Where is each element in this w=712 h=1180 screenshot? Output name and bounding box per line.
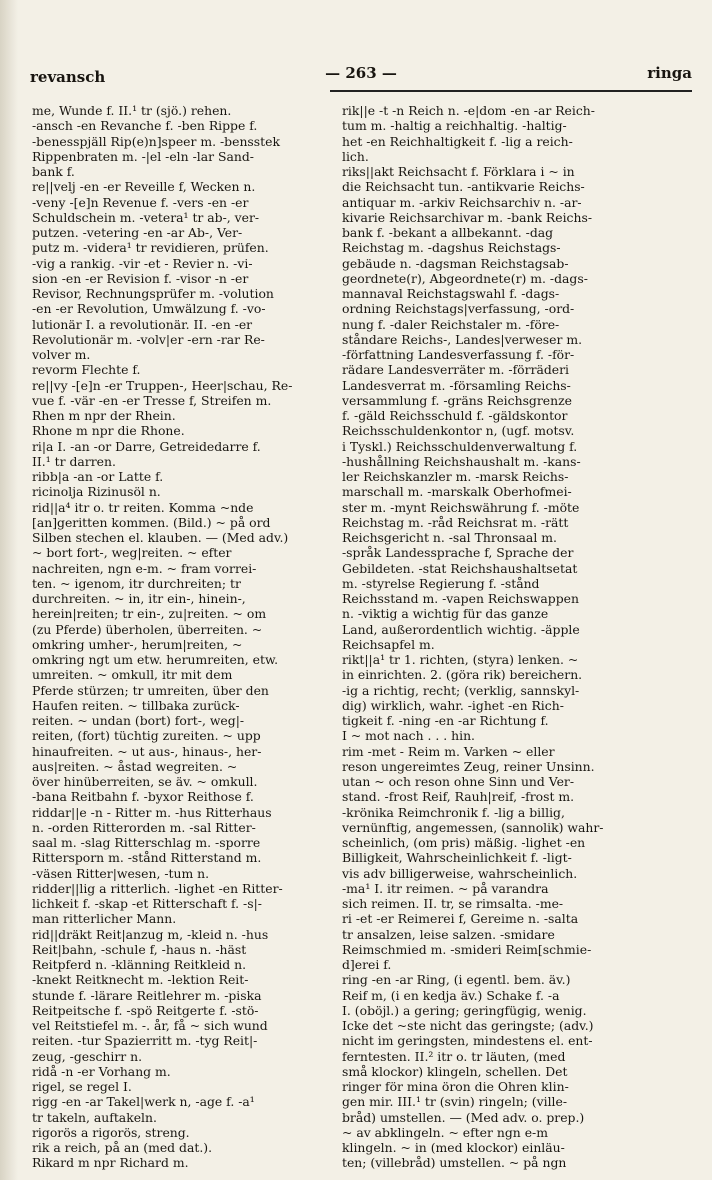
dictionary-line: -ansch -en Revanche f. -ben Rippe f. xyxy=(32,118,258,134)
dictionary-line: Gebildeten. -stat Reichshaushaltsetat xyxy=(342,560,578,576)
dictionary-line: Reichsstand m. -vapen Reichswappen xyxy=(342,591,579,606)
dictionary-line: vel Reitstiefel m. -. år, få ~ sich wund xyxy=(32,1018,268,1033)
dictionary-line: ten; (villebråd) umstellen. ~ på ngn xyxy=(342,1155,567,1171)
dictionary-line: bråd) umstellen. — (Med adv. o. prep.) xyxy=(342,1109,585,1125)
dictionary-line: utan ~ och reson ohne Sinn und Ver- xyxy=(342,774,575,789)
header-right-guide-word: ringa xyxy=(647,64,692,82)
dictionary-line: -veny -[e]n Revenue f. -vers -en -er xyxy=(32,194,249,210)
dictionary-line: stunde f. -lärare Reitlehrer m. -piska xyxy=(32,987,262,1003)
dictionary-line: -bana Reitbahn f. -byxor Reithose f. xyxy=(32,789,254,805)
dictionary-line: ridå -n -er Vorhang m. xyxy=(32,1063,171,1079)
dictionary-line: volver m. xyxy=(32,347,91,362)
dictionary-line: omkring ngt um etw. herumreiten, etw. xyxy=(32,652,279,667)
dictionary-line: in einrichten. 2. (göra rik) bereichern. xyxy=(342,667,583,683)
dictionary-line: -ma¹ I. itr reimen. ~ på varandra xyxy=(342,880,549,896)
dictionary-line: Icke det ~ste nicht das geringste; (adv.) xyxy=(342,1018,594,1033)
dictionary-line: -väsen Ritter|wesen, -tum n. xyxy=(32,865,210,881)
dictionary-line: stand. -frost Reif, Rauh|reif, -frost m. xyxy=(342,789,575,805)
dictionary-line: rädare Landesverräter m. -förräderi xyxy=(342,362,570,378)
dictionary-line: ringer för mina öron die Ohren klin- xyxy=(342,1079,569,1094)
dictionary-line: små klockor) klingeln, schellen. Det xyxy=(342,1063,568,1079)
dictionary-line: II.¹ tr darren. xyxy=(32,453,116,469)
dictionary-line: Silben stechen el. klauben. — (Med adv.) xyxy=(32,530,289,545)
dictionary-line: ridder||lig a ritterlich. -lighet -en Ritter- xyxy=(32,880,283,896)
dictionary-line: rigg -en -ar Takel|werk n, -age f. -a¹ xyxy=(32,1094,255,1110)
dictionary-line: tr takeln, auftakeln. xyxy=(32,1109,157,1125)
dictionary-line: I ~ mot nach . . . hin. xyxy=(342,728,475,744)
dictionary-line: vernünftig, angemessen, (sannolik) wahr- xyxy=(342,819,604,835)
dictionary-line: aus|reiten. ~ åstad wegreiten. ~ xyxy=(32,758,238,774)
dictionary-line: klingeln. ~ in (med klockor) einläu- xyxy=(342,1140,565,1155)
dictionary-line: ribb|a -an -or Latte f. xyxy=(32,469,164,484)
dictionary-line: ten. ~ igenom, itr durchreiten; tr xyxy=(32,575,241,591)
dictionary-line: ricinolja Rizinusöl n. xyxy=(32,484,161,500)
dictionary-line: marschall m. -marskalk Oberhofmei- xyxy=(342,484,572,500)
dictionary-line: [an]geritten kommen. (Bild.) ~ på ord xyxy=(32,514,271,530)
dictionary-line: Landesverrat m. -församling Reichs- xyxy=(342,377,571,393)
dictionary-line: lichkeit f. -skap -et Ritterschaft f. -s|- xyxy=(32,896,262,911)
dictionary-line: me, Wunde f. II.¹ tr (sjö.) rehen. xyxy=(32,103,232,118)
dictionary-line: lich. xyxy=(342,148,369,164)
dictionary-line: Reitpeitsche f. -spö Reitgerte f. -stö- xyxy=(32,1002,259,1018)
dictionary-line: vue f. -vär -en -er Tresse f, Streifen m. xyxy=(32,392,272,408)
dictionary-line: gebäude n. -dagsman Reichstagsab- xyxy=(342,255,569,271)
dictionary-line: sich reimen. II. tr, se rimsalta. -me- xyxy=(342,896,564,911)
dictionary-line: -benesspjäll Rip(e)n]speer m. -bensstek xyxy=(32,133,280,149)
dictionary-line: Reichsgericht n. -sal Thronsaal m. xyxy=(342,530,557,545)
dictionary-line: saal m. -slag Ritterschlag m. -sporre xyxy=(32,835,261,850)
dictionary-line: i Tyskl.) Reichsschuldenverwaltung f. xyxy=(342,438,578,454)
dictionary-line: scheinlich, (om pris) mäßig. -lighet -en xyxy=(342,835,586,850)
dictionary-line: -en -er Revolution, Umwälzung f. -vo- xyxy=(32,301,266,317)
dictionary-line: Reichstag m. -dagshus Reichstags- xyxy=(342,240,561,256)
dictionary-line: revorm Flechte f. xyxy=(32,362,141,378)
dictionary-line: reiten, (fort) tüchtig zureiten. ~ upp xyxy=(32,728,261,744)
dictionary-line: ri -et -er Reimerei f, Gereime n. -salta xyxy=(342,911,579,927)
dictionary-line: ~ bort fort-, weg|reiten. ~ efter xyxy=(32,545,232,561)
dictionary-line: Reichsschuldenkontor n, (ugf. motsv. xyxy=(342,423,575,439)
dictionary-line: rigorös a rigorös, streng. xyxy=(32,1124,190,1140)
dictionary-line: ler Reichskanzler m. -marsk Reichs- xyxy=(342,469,569,484)
dictionary-line: I. (oböjl.) a gering; geringfügig, wenig. xyxy=(342,1002,587,1018)
dictionary-line: över hinüberreiten, se äv. ~ omkull. xyxy=(32,774,258,789)
dictionary-line: riddar||e -n - Ritter m. -hus Ritterhaus xyxy=(32,804,272,820)
dictionary-line: re||velj -en -er Reveille f, Wecken n. xyxy=(32,179,256,195)
dictionary-line: die Reichsacht tun. -antikvarie Reichs- xyxy=(342,179,585,195)
dictionary-line: putzen. -vetering -en -ar Ab-, Ver- xyxy=(32,225,243,240)
dictionary-line: m. -styrelse Regierung f. -stånd xyxy=(342,575,540,591)
dictionary-line: rid||dräkt Reit|anzug m, -kleid n. -hus xyxy=(32,926,269,942)
dictionary-line: Schuldschein m. -vetera¹ tr ab-, ver- xyxy=(32,209,260,225)
dictionary-line: tr ansalzen, leise salzen. -smidare xyxy=(342,926,555,942)
dictionary-line: -krönika Reimchronik f. -lig a billig, xyxy=(342,804,565,820)
dictionary-line: n. -orden Ritterorden m. -sal Ritter- xyxy=(32,819,256,835)
dictionary-line: Reimschmied m. -smideri Reim[schmie- xyxy=(342,941,592,957)
dictionary-line: gen mir. III.¹ tr (svin) ringeln; (ville- xyxy=(342,1094,568,1110)
left-column xyxy=(32,103,322,1171)
dictionary-line: reiten. ~ undan (bort) fort-, weg|- xyxy=(32,713,245,728)
dictionary-line: Rippenbraten m. -|el -eln -lar Sand- xyxy=(32,148,254,164)
dictionary-line: -hushållning Reichshaushalt m. -kans- xyxy=(342,453,581,469)
dictionary-line: dig) wirklich, wahr. -ighet -en Rich- xyxy=(342,697,564,713)
dictionary-line: -knekt Reitknecht m. -lektion Reit- xyxy=(32,972,249,988)
dictionary-line: ~ av abklingeln. ~ efter ngn e-m xyxy=(342,1124,548,1140)
dictionary-line: geordnete(r), Abgeordnete(r) m. -dags- xyxy=(342,270,588,286)
dictionary-line: rid||a⁴ itr o. tr reiten. Komma ~nde xyxy=(32,499,254,515)
page-binding-edge xyxy=(0,0,18,1180)
dictionary-line: ri|a I. -an -or Darre, Getreidedarre f. xyxy=(32,438,261,454)
dictionary-line: umreiten. ~ omkull, itr mit dem xyxy=(32,667,233,683)
dictionary-line: Reitpferd n. -klänning Reitkleid n. xyxy=(32,957,247,972)
header-rule xyxy=(330,90,692,92)
dictionary-line: reiten. -tur Spazierritt m. -tyg Reit|- xyxy=(32,1033,258,1049)
dictionary-line: herein|reiten; tr ein-, zu|reiten. ~ om xyxy=(32,606,267,622)
dictionary-line: man ritterlicher Mann. xyxy=(32,911,177,927)
header-left-guide-word: revansch xyxy=(30,68,106,86)
dictionary-line: -vig a rankig. -vir -et - Revier n. -vi- xyxy=(32,255,253,271)
dictionary-line: Rhone m npr die Rhone. xyxy=(32,423,185,439)
dictionary-line: tigkeit f. -ning -en -ar Richtung f. xyxy=(342,713,549,728)
dictionary-line: Rhen m npr der Rhein. xyxy=(32,408,176,423)
dictionary-line: n. -viktig a wichtig für das ganze xyxy=(342,606,549,622)
dictionary-line: Rikard m npr Richard m. xyxy=(32,1155,189,1171)
page-header xyxy=(30,62,692,88)
dictionary-line: -författning Landesverfassung f. -för- xyxy=(342,347,575,362)
dictionary-line: nicht im geringsten, mindestens el. ent- xyxy=(342,1033,593,1049)
dictionary-line: rigel, se regel I. xyxy=(32,1079,132,1094)
dictionary-line: rik||e -t -n Reich n. -e|dom -en -ar Reich- xyxy=(342,103,595,118)
dictionary-line: ring -en -ar Ring, (i egentl. bem. äv.) xyxy=(342,972,571,988)
dictionary-line: -språk Landessprache f, Sprache der xyxy=(342,545,574,561)
dictionary-line: hinaufreiten. ~ ut aus-, hinaus-, her- xyxy=(32,743,262,759)
dictionary-line: Land, außerordentlich wichtig. -äpple xyxy=(342,621,580,637)
dictionary-line: rim -met - Reim m. Varken ~ eller xyxy=(342,743,555,759)
dictionary-line: zeug, -geschirr n. xyxy=(32,1048,143,1064)
dictionary-line: bank f. xyxy=(32,164,75,179)
dictionary-line: rikt||a¹ tr 1. richten, (styra) lenken. ~ xyxy=(342,652,579,667)
dictionary-line: lutionär I. a revolutionär. II. -en -er xyxy=(32,316,253,332)
dictionary-line: putz m. -videra¹ tr revidieren, prüfen. xyxy=(32,240,269,256)
dictionary-line: Pferde stürzen; tr umreiten, über den xyxy=(32,682,269,698)
dictionary-line: kivarie Reichsarchivar m. -bank Reichs- xyxy=(342,209,593,225)
dictionary-line: re||vy -[e]n -er Truppen-, Heer|schau, Re- xyxy=(32,377,293,393)
dictionary-line: mannaval Reichstagswahl f. -dags- xyxy=(342,286,560,301)
dictionary-line: Rittersporn m. -stånd Ritterstand m. xyxy=(32,850,262,866)
dictionary-line: Revolutionär m. -volv|er -ern -rar Re- xyxy=(32,331,265,347)
dictionary-line: Reit|bahn, -schule f, -haus n. -häst xyxy=(32,941,247,957)
right-column xyxy=(342,103,686,1171)
dictionary-line: nung f. -daler Reichstaler m. -före- xyxy=(342,316,560,332)
dictionary-line: Reichsapfel m. xyxy=(342,636,435,652)
dictionary-line: rik a reich, på an (med dat.). xyxy=(32,1140,213,1155)
dictionary-line: (zu Pferde) überholen, überreiten. ~ xyxy=(32,621,263,637)
dictionary-line: antiquar m. -arkiv Reichsarchiv n. -ar- xyxy=(342,194,582,210)
dictionary-line: ordning Reichstags|verfassung, -ord- xyxy=(342,301,575,317)
page-number: — 263 — xyxy=(325,64,397,82)
dictionary-line: het -en Reichhaltigkeit f. -lig a reich- xyxy=(342,133,573,149)
dictionary-line: -ig a richtig, recht; (verklig, sannskyl- xyxy=(342,682,580,698)
dictionary-line: reson ungereimtes Zeug, reiner Unsinn. xyxy=(342,758,595,774)
dictionary-line: Reif m, (i en kedja äv.) Schake f. -a xyxy=(342,987,560,1003)
dictionary-line: sion -en -er Revision f. -visor -n -er xyxy=(32,270,249,286)
dictionary-line: nachreiten, ngn e-m. ~ fram vorrei- xyxy=(32,560,257,576)
dictionary-line: ferntesten. II.² itr o. tr läuten, (med xyxy=(342,1048,566,1064)
dictionary-line: Reichstag m. -råd Reichsrat m. -rätt xyxy=(342,514,569,530)
dictionary-line: durchreiten. ~ in, itr ein-, hinein-, xyxy=(32,591,246,606)
dictionary-line: Haufen reiten. ~ tillbaka zurück- xyxy=(32,697,240,713)
dictionary-line: vis adv billigerweise, wahrscheinlich. xyxy=(342,865,578,881)
dictionary-line: Billigkeit, Wahrscheinlichkeit f. -ligt- xyxy=(342,850,572,866)
dictionary-line: f. -gäld Reichsschuld f. -gäldskontor xyxy=(342,408,568,423)
dictionary-line: versammlung f. -gräns Reichsgrenze xyxy=(342,392,572,408)
dictionary-line: tum m. -haltig a reichhaltig. -haltig- xyxy=(342,118,567,134)
dictionary-line: ster m. -mynt Reichswährung f. -möte xyxy=(342,499,580,515)
dictionary-line: omkring umher-, herum|reiten, ~ xyxy=(32,636,243,652)
dictionary-line: riks||akt Reichsacht f. Förklara i ~ in xyxy=(342,164,575,179)
dictionary-line: bank f. -bekant a allbekannt. -dag xyxy=(342,225,554,240)
dictionary-line: Revisor, Rechnungsprüfer m. -volution xyxy=(32,286,274,301)
dictionary-line: d]erei f. xyxy=(342,957,392,972)
dictionary-line: ståndare Reichs-, Landes|verweser m. xyxy=(342,331,583,347)
